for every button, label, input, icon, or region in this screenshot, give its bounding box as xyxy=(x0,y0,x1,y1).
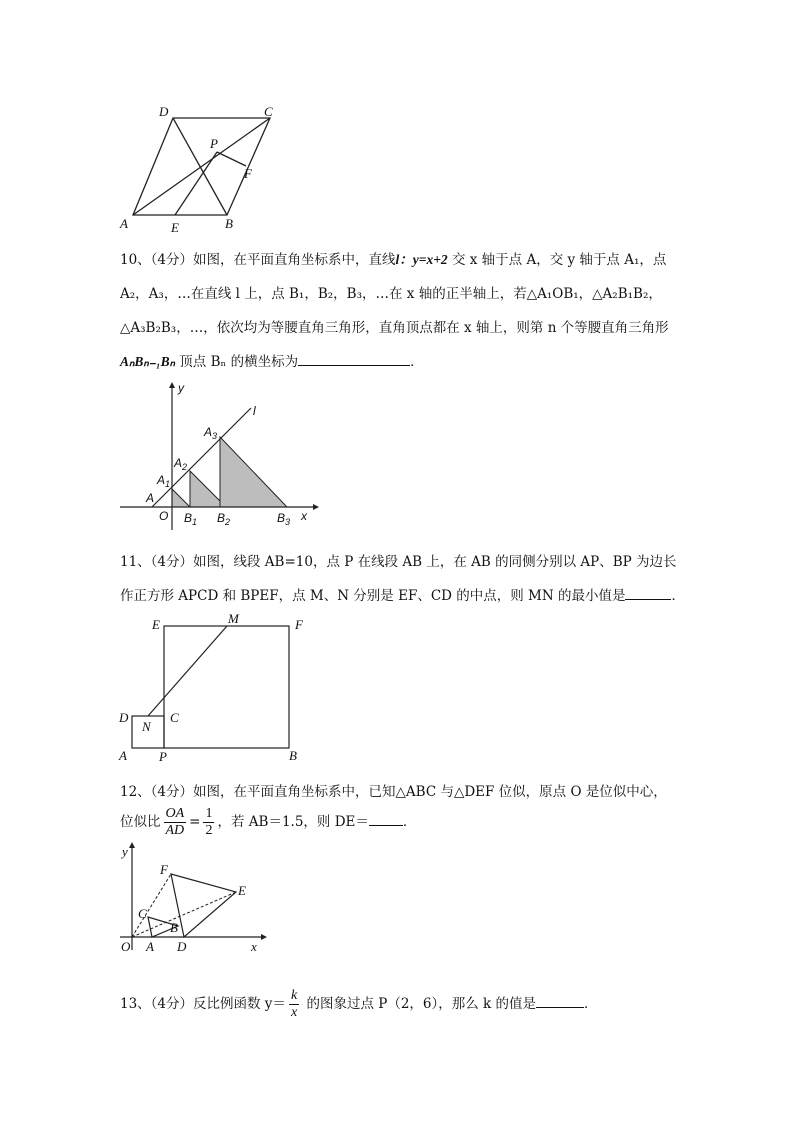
label-p: P xyxy=(159,749,167,764)
q13-line xyxy=(120,988,598,1021)
q10-triangle-name: AₙBₙ₋₁Bₙ xyxy=(120,354,175,369)
staircase-triangles-figure xyxy=(115,380,325,540)
label-f: F xyxy=(295,617,303,632)
y-arrow xyxy=(129,842,135,848)
q11-end: ． xyxy=(671,588,685,604)
q10-line-l: l xyxy=(395,252,400,267)
q10-line4-text: 顶点 Bₙ 的横坐标为 xyxy=(174,354,299,370)
axis-y-label: y xyxy=(122,844,128,859)
q10-line3: △A₃B₂B₃，…，依次均为等腰直角三角形，直角顶点都在 x 轴上，则第 n 个等腰直角三角形 xyxy=(120,320,669,336)
q11-answer-blank[interactable] xyxy=(625,587,671,600)
q10-line4 xyxy=(120,350,424,370)
label-d: D xyxy=(159,104,169,119)
q12-fraction-oa-ad: $\frac{OA}{AD}$ xyxy=(165,806,185,838)
q10-equation: ：y=x+2 xyxy=(399,252,448,267)
ray-oe xyxy=(132,892,236,937)
axis-x-label: x xyxy=(251,939,257,954)
label-f: F xyxy=(160,862,168,877)
label-a: A xyxy=(119,748,127,763)
label-p: P xyxy=(210,136,218,151)
square-bpef xyxy=(164,626,289,748)
label-a3: $A_3$ xyxy=(204,425,218,441)
segment-pf xyxy=(217,152,246,166)
y-arrow xyxy=(169,382,175,388)
label-e: E xyxy=(152,617,160,632)
label-m: M xyxy=(228,611,239,626)
q13-post: 的图象过点 P（2，6），那么 k 的值是 xyxy=(302,996,537,1012)
q10-answer-blank[interactable] xyxy=(298,353,410,366)
triangle-3 xyxy=(220,437,287,507)
label-b: B xyxy=(170,920,178,935)
triangle-def xyxy=(171,874,236,937)
axis-x-label: x xyxy=(301,509,307,523)
label-a1: $A_1$ xyxy=(157,473,171,489)
squares-svg xyxy=(115,612,315,767)
x-arrow xyxy=(261,934,267,940)
label-c: C xyxy=(138,906,147,921)
label-b: B xyxy=(225,216,233,231)
label-a: A xyxy=(146,491,155,505)
q12-end: ． xyxy=(402,814,417,830)
label-o: O xyxy=(121,939,131,954)
label-d: D xyxy=(177,939,187,954)
q13-fraction-k-x: $\frac{k}{x}$ xyxy=(290,988,298,1020)
homothety-svg xyxy=(115,840,275,960)
homothety-figure xyxy=(115,840,275,960)
q13-answer-blank[interactable] xyxy=(536,995,584,1008)
q12-fraction-half: $\frac{1}{2}$ xyxy=(205,806,213,838)
two-squares-figure xyxy=(115,612,315,767)
segment-mn xyxy=(148,626,227,716)
axis-y-label: y xyxy=(178,381,184,395)
parallelogram-svg xyxy=(115,100,315,240)
label-c: C xyxy=(264,104,273,119)
q13-pre: 13、（4分）反比例函数 y＝ xyxy=(120,996,286,1012)
q11-line2 xyxy=(120,584,685,604)
q12-line1: 12、（4分）如图，在平面直角坐标系中，已知△ABC 与△DEF 位似，原点 O 是位似中心， xyxy=(120,784,667,800)
q10-line2: A₂，A₃，…在直线 l 上，点 B₁，B₂，B₃，…在 x 轴的正半轴上，若△A₁OB₁，△A₂B₁B₂， xyxy=(120,286,662,302)
label-b2: $B_2$ xyxy=(217,511,231,527)
label-f: F xyxy=(244,166,252,181)
label-a: A xyxy=(146,939,154,954)
label-o: O xyxy=(159,509,169,523)
q13-end: ． xyxy=(584,996,598,1012)
label-b3: $B_3$ xyxy=(277,511,291,527)
x-arrow xyxy=(313,504,319,510)
label-b: B xyxy=(289,748,297,763)
label-b1: $B_1$ xyxy=(184,511,198,527)
q10-text1: 交 x 轴于点 A，交 y 轴于点 A₁，点 xyxy=(447,252,667,268)
triangle-1 xyxy=(172,489,190,507)
q12-equals: = xyxy=(189,814,201,830)
q11-line1: 11、（4分）如图，线段 AB=10，点 P 在线段 AB 上，在 AB 的同侧分别以 AP、BP 为边长 xyxy=(120,554,677,570)
label-d: D xyxy=(119,710,129,725)
q12-line2 xyxy=(120,806,416,839)
q10-end: ． xyxy=(410,354,424,370)
q12-post: ，若 AB＝1.5，则 DE＝ xyxy=(217,814,369,830)
label-c: C xyxy=(170,710,179,725)
diagonal-db xyxy=(173,118,227,215)
label-e: E xyxy=(238,883,246,898)
label-n: N xyxy=(142,719,151,734)
parallelogram-figure xyxy=(115,100,315,240)
label-e: E xyxy=(171,220,179,235)
q12-pre: 位似比 xyxy=(120,814,161,830)
q12-answer-blank[interactable] xyxy=(369,813,403,826)
q11-line2-text: 作正方形 APCD 和 BPEF，点 M、N 分别是 EF、CD 的中点，则 MN 的最小值是 xyxy=(120,588,626,604)
q10-line1 xyxy=(120,248,666,268)
line-l-label: l xyxy=(253,404,256,418)
staircase-svg xyxy=(115,380,325,540)
segment-ep xyxy=(175,152,217,215)
label-a: A xyxy=(120,216,128,231)
q10-head: 10、（4分）如图，在平面直角坐标系中，直线 xyxy=(120,252,396,268)
label-a2: $A_2$ xyxy=(174,456,188,472)
